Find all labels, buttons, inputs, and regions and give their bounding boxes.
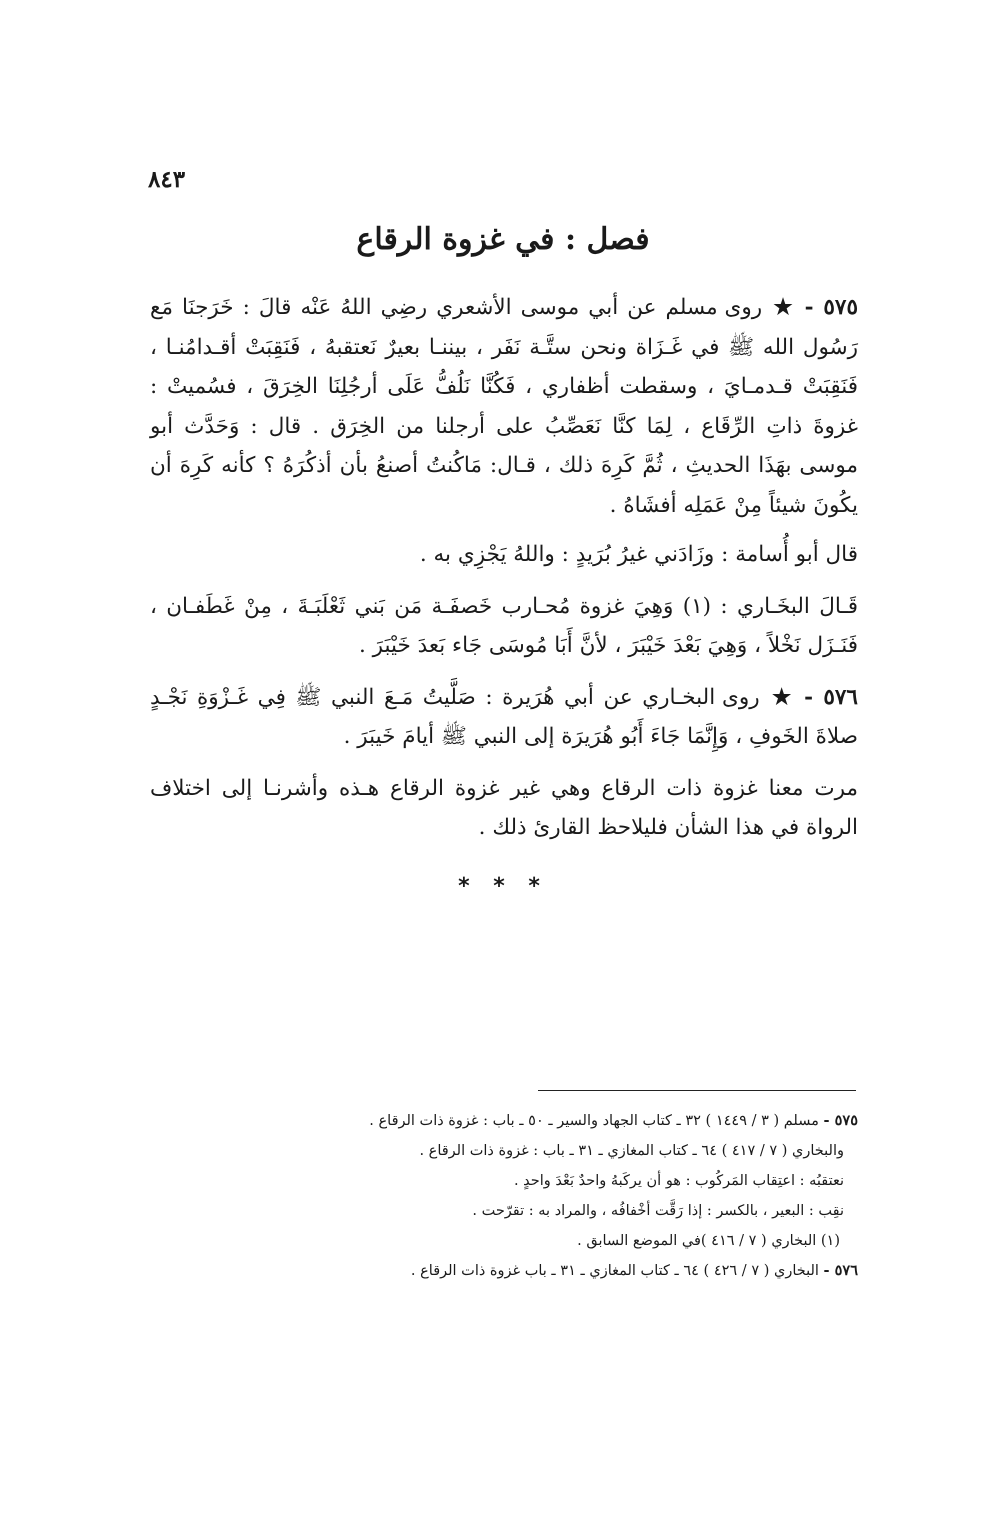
footnote-line: [300, 1166, 858, 1196]
footnote-575: [300, 1106, 858, 1136]
footnote-line: [300, 1196, 858, 1226]
footnote-line: [300, 1226, 858, 1256]
footnote-text: البخاري ( ٧ / ٤٢٦ ) ٦٤ ـ كتاب المغازي ـ ٣١ ـ باب غزوة ذات الرقاع .: [410, 1263, 819, 1279]
section-separator: * * *: [458, 874, 548, 899]
footnote-text: مسلم ( ٣ / ١٤٤٩ ) ٣٢ ـ كتاب الجهاد والسير ـ ٥٠ ـ باب : غزوة ذات الرقاع .: [369, 1113, 819, 1129]
paragraph-text: مرت معنا غزوة ذات الرقاع وهي غير غزوة الرقاع هـذه وأشرنـا إلى اختلاف الرواة في هذا الشأن فليلاحظ القارئ ذلك .: [150, 775, 858, 840]
footnote-text: نقِب : البعير ، بالكسر : إذا رَقَّت أخْفافُه ، والمراد به : تقرّحت .: [472, 1203, 844, 1219]
footnotes: [300, 1106, 858, 1286]
hadith-number: ٥٧٥ - ★: [771, 295, 858, 320]
paragraph-575: [150, 288, 858, 525]
paragraph-abu-usama: [150, 535, 858, 575]
paragraph-remark: [150, 769, 858, 848]
footnote-text: نعتقبُه : اعتِقاب المَركُوب : هو أن يركَبهُ واحدٌ بَعْدَ واحدٍ .: [513, 1173, 844, 1189]
section-title: فصل : في غزوة الرقاع: [356, 222, 650, 257]
hadith-number: ٥٧٦ - ★: [769, 684, 858, 710]
paragraph-text: قَـالَ البخَـاري : (١) وَهِيَ غزوة مُحـارب خَصفَـة مَن بَني ثَعْلَبَـةَ ، مِنْ غَطَفـان ، فَنَـزَل نَخْلاً ، وَهِيَ بَعْدَ خَيْبَرَ ، لأنَّ أَبَا مُوسَى جَاء بَعدَ خَيْبَرَ .: [150, 593, 858, 658]
paragraph-text: روى مسلم عن أبي موسى الأشعري رضِي اللهُ عَنْه قالَ : خَرَجنَا مَع رَسُول الله ﷺ في غَـزَاة ونحن ستَّـة نَفَر ، بيننـا بعيرٌ نَعتقبهُ ، فَنَقِبَتْ أقـدامُنـا ، فَنَقِبَتْ قـدمـايَ ، وسقطت أظفاري ، فَكُنَّا نَلُفُّ عَلَى أرجُلِنَا الخِرَقَ ، فسُميتْ : غزوةَ ذاتِ الرِّقَاع ، لِمَا كنَّا نَعَصِّبُ على أرجلنا من الخِرَق . قال : وَحَدَّث أبو موسى بهَذَا الحديثِ ، ثُمَّ كَرِهَ ذلك ، قـال: مَاكُنتُ أصنعُ بأن أذكُرَهُ ؟ كأنه كَرِهَ أن يكُونَ شيئاً مِنْ عَمَلِه أفشَاهُ .: [150, 295, 858, 518]
page-number: ٨٤٣: [148, 166, 186, 193]
footnote-576: [300, 1256, 858, 1286]
paragraph-text: روى البخـاري عن أبي هُرَيرة : صَلَّيتُ مَـعَ النبي ﷺ فِي غَـزْوَةِ نَجْـدٍ صلاةَ الخَوفِ ، وَإِنَّمَا جَاءَ أَبُو هُرَيرَة إلى النبي ﷺ أيامَ خَيبَرَ .: [150, 684, 858, 749]
footnote-divider: [538, 1090, 856, 1091]
footnote-number: ٥٧٥ -: [823, 1112, 858, 1129]
paragraph-text: قال أبو أُسامة : وزَادَني غيرُ بُرَيدٍ : واللهُ يَجْزِي به .: [419, 542, 858, 567]
footnote-text: (١) البخاري ( ٧ / ٤١٦ )في الموضع السابق .: [577, 1233, 840, 1249]
paragraph-bukhari-note: [150, 587, 858, 666]
main-text: [150, 288, 858, 858]
footnote-text: والبخاري ( ٧ / ٤١٧ ) ٦٤ ـ كتاب المغازي ـ ٣١ ـ باب : غزوة ذات الرقاع .: [419, 1143, 844, 1159]
footnote-number: ٥٧٦ -: [823, 1262, 858, 1279]
footnote-line: [300, 1136, 858, 1166]
paragraph-576: [150, 678, 858, 757]
